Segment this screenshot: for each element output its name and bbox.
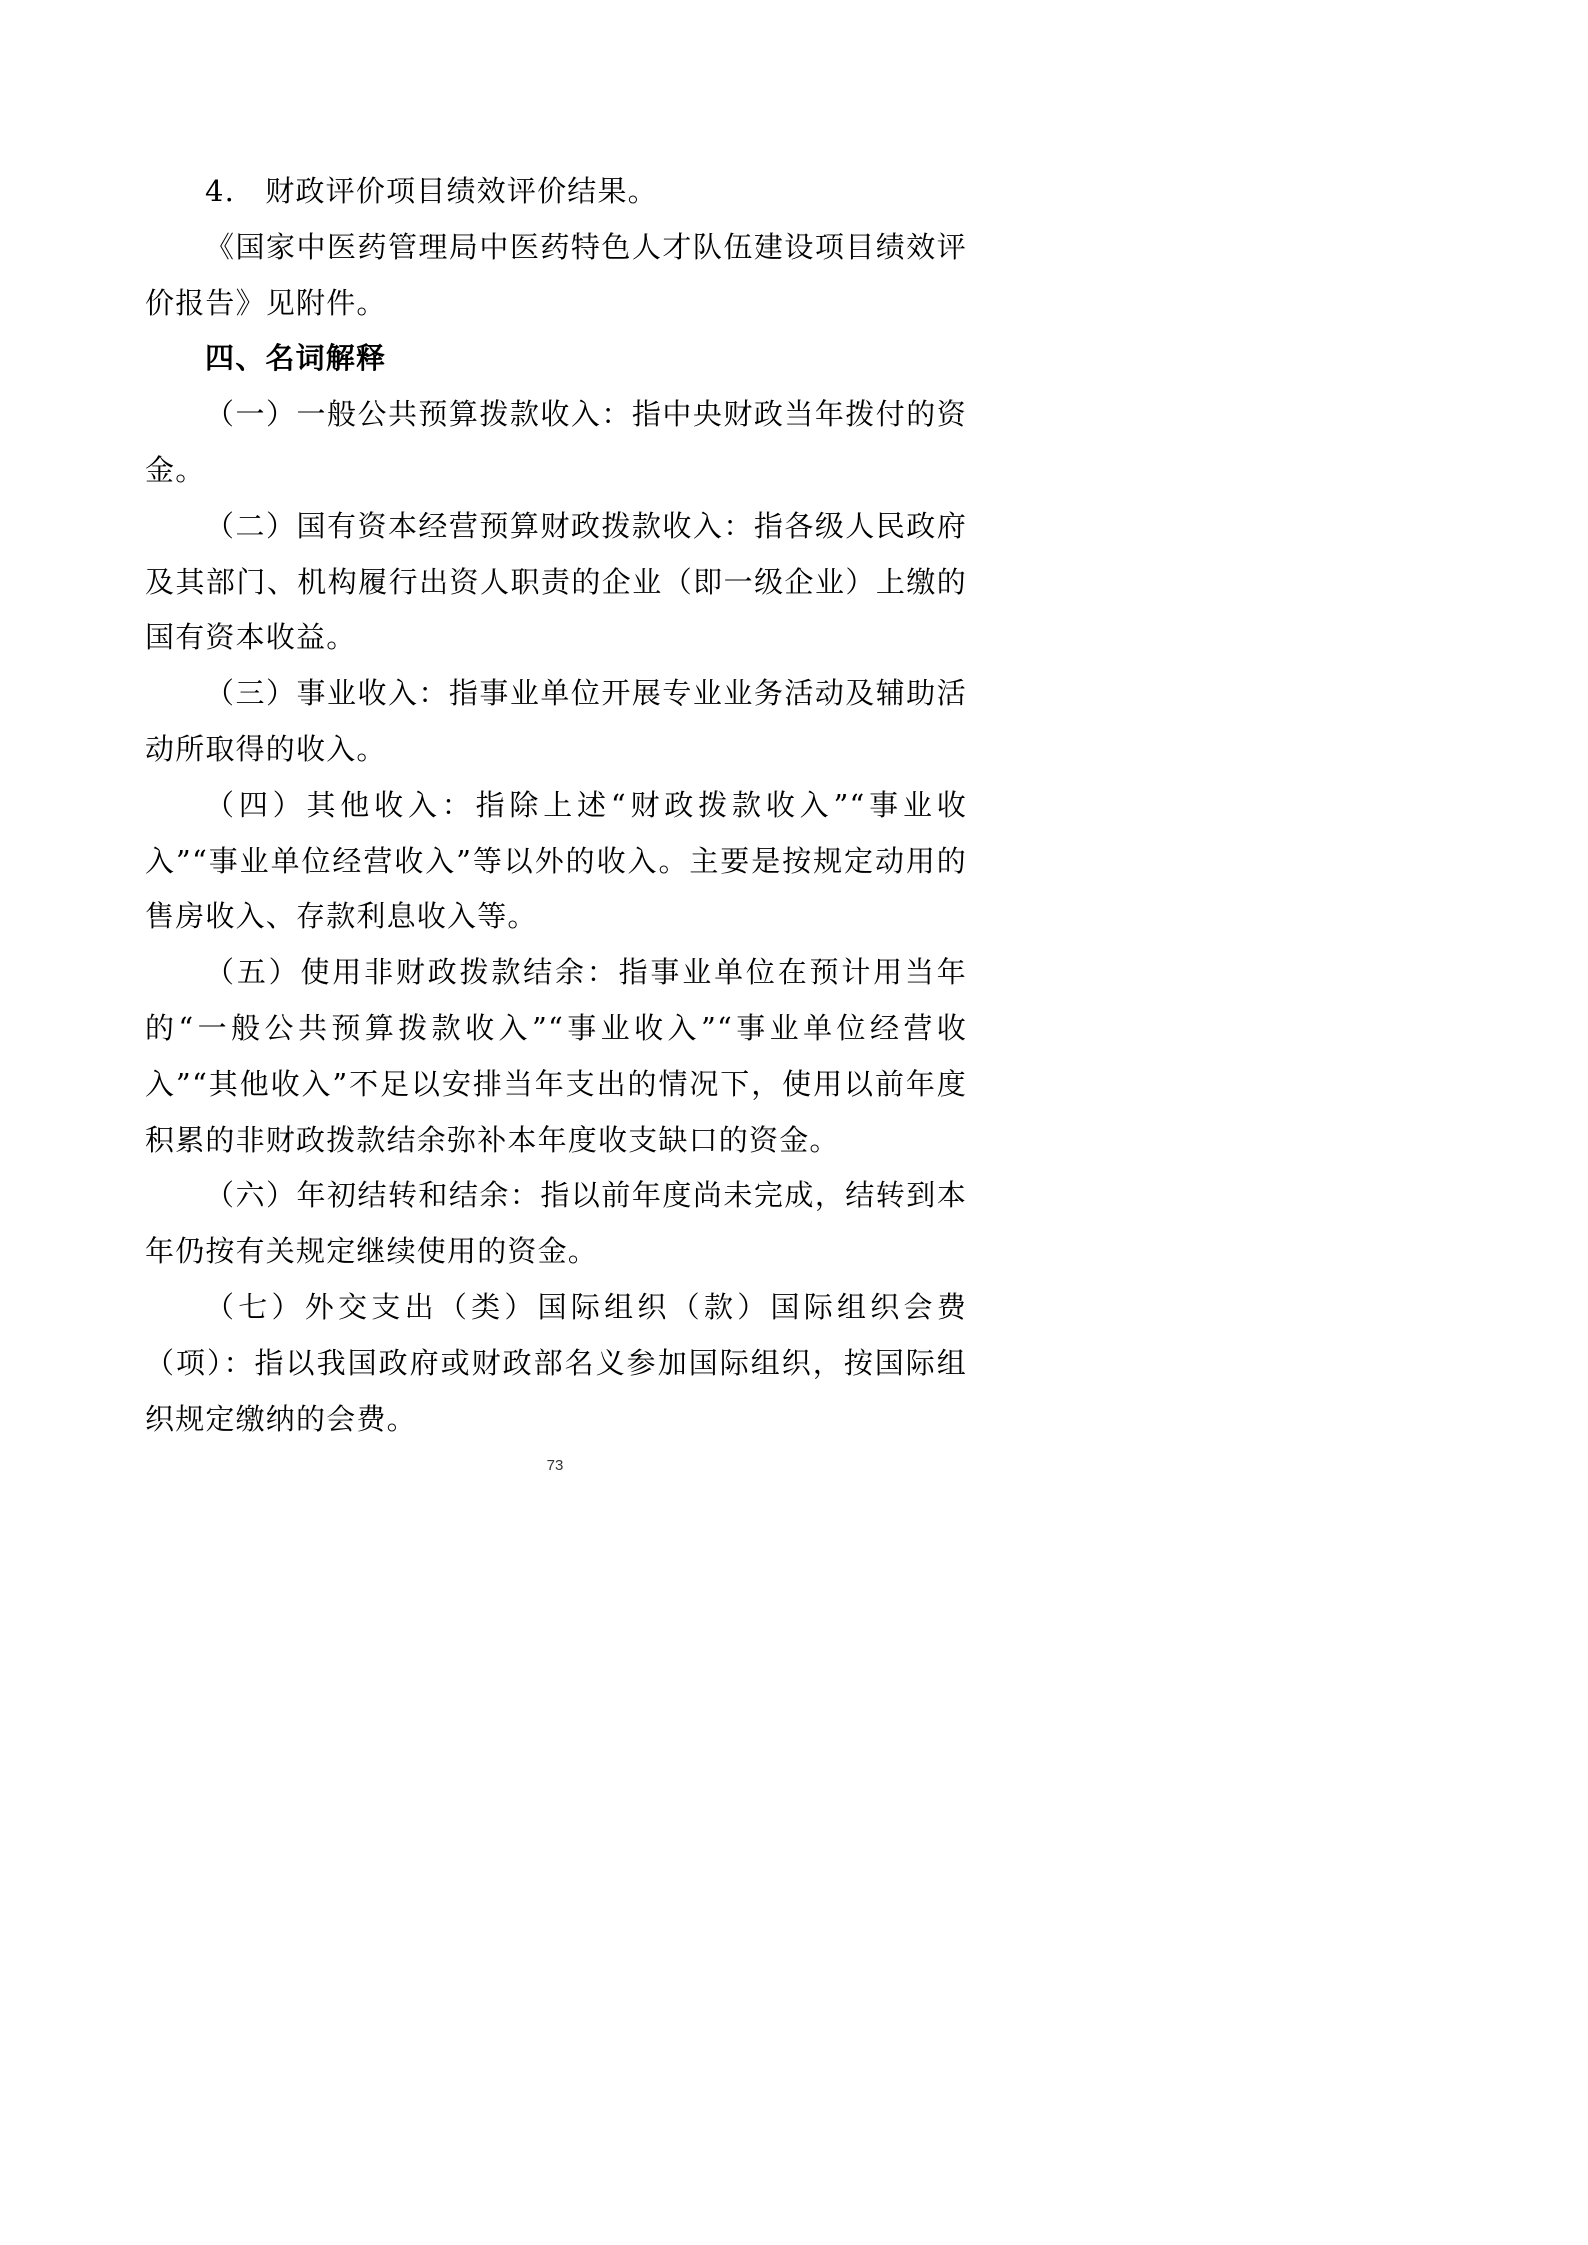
section-item-4: 4. 财政评价项目绩效评价结果。 bbox=[205, 174, 658, 208]
glossary-item-6: （六）年初结转和结余：指以前年度尚未完成，结转到本年仍按有关规定继续使用的资金。 bbox=[145, 1178, 967, 1269]
document-page bbox=[0, 0, 1110, 1571]
glossary-item-2: （二）国有资本经营预算财政拨款收入：指各级人民政府及其部门、机构履行出资人职责的企业（即一级企业）上缴的国有资本收益。 bbox=[145, 508, 967, 655]
glossary-item-1: （一）一般公共预算拨款收入：指中央财政当年拨付的资金。 bbox=[145, 397, 967, 487]
body-text bbox=[145, 164, 967, 1447]
glossary-item-5: （五）使用非财政拨款结余：指事业单位在预计用当年的“一般公共预算拨款收入”“事业收入”“事业单位经营收入”“其他收入”不足以安排当年支出的情况下，使用以前年度积累的非财政拨款结余弥补本年度收支缺口的资金。 bbox=[145, 955, 967, 1157]
attachment-note: 《国家中医药管理局中医药特色人才队伍建设项目绩效评价报告》见附件。 bbox=[145, 229, 967, 320]
section-heading-glossary: 四、名词解释 bbox=[205, 341, 387, 376]
glossary-item-3: （三）事业收入：指事业单位开展专业业务活动及辅助活动所取得的收入。 bbox=[145, 676, 967, 766]
glossary-item-4: （四）其他收入：指除上述“财政拨款收入”“事业收入”“事业单位经营收入”等以外的收入。主要是按规定动用的售房收入、存款利息收入等。 bbox=[145, 787, 967, 934]
glossary-item-7: （七）外交支出（类）国际组织（款）国际组织会费（项）：指以我国政府或财政部名义参加国际组织，按国际组织规定缴纳的会费。 bbox=[145, 1289, 967, 1436]
page-number: 73 bbox=[546, 1457, 564, 1474]
